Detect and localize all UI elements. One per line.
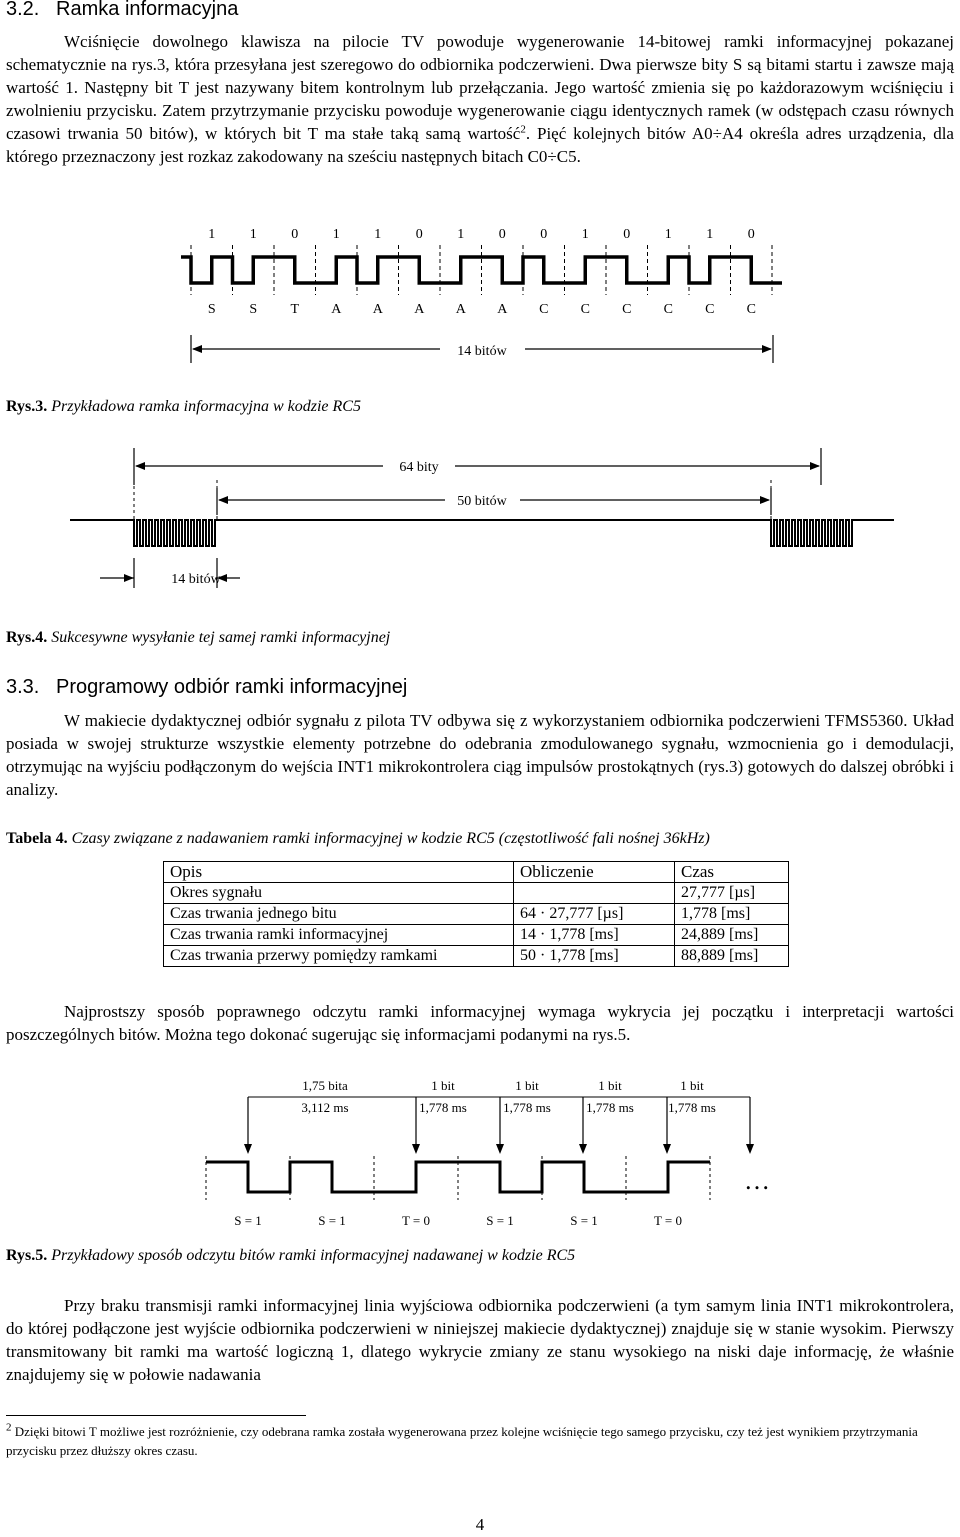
section-heading-3-2 (6, 0, 238, 21)
decoded-bit-value: S = 1 (570, 1213, 598, 1228)
timing-table (163, 861, 789, 967)
footnote-reference: 2 (520, 123, 526, 136)
paragraph-text-b: . Pięć kolejnych bitów A0÷A4 określa adres urządzenia, dla którego przeznaczony jest rozkaz zakodowany na sześciu następnych bitach C0÷C5. (6, 124, 954, 166)
bit-count-label: 1,75 bita (302, 1078, 348, 1093)
decoded-bit-value: S = 1 (234, 1213, 262, 1228)
continuation-ellipsis: … (744, 1166, 770, 1195)
decoded-bit-value: T = 0 (401, 1213, 431, 1228)
duration-label: 1,778 ms (586, 1100, 634, 1115)
section-number: 3.2. (6, 0, 40, 20)
table-cell: 88,889 [ms] (675, 946, 789, 967)
bit-value: 0 (291, 227, 299, 242)
duration-labels (244, 1078, 754, 1154)
bit-type-label: S (249, 302, 258, 317)
footnote-mark: 2 (6, 1421, 12, 1434)
paragraph-idle-state (6, 1294, 954, 1386)
caption-number: Rys.3. (6, 398, 48, 415)
section-heading-3-3 (6, 676, 407, 699)
bit-value: 0 (498, 227, 506, 242)
section-title: Programowy odbiór ramki informacyjnej (56, 676, 408, 698)
table-cell: 24,889 [ms] (675, 925, 789, 946)
table-row (164, 925, 789, 946)
paragraph-receiver (6, 709, 954, 801)
bit-count-label: 1 bit (598, 1078, 622, 1093)
bit-value: 1 (581, 227, 589, 242)
duration-label: 1,778 ms (419, 1100, 467, 1115)
paragraph-reading-method (6, 1000, 954, 1046)
bit-reading-diagram (0, 1068, 960, 1240)
paragraph-frame-description (6, 30, 954, 168)
dimension-50-bits (217, 488, 771, 515)
bit-count-label: 1 bit (431, 1078, 455, 1093)
span-label: 14 bitów (457, 344, 507, 359)
dimension-14-bits (100, 558, 240, 588)
bit-value: 0 (747, 227, 755, 242)
table-header-row (164, 862, 789, 883)
footnote (6, 1422, 954, 1460)
duration-label: 3,112 ms (301, 1100, 349, 1115)
bit-type-label: C (539, 302, 549, 317)
paragraph-text: W makiecie dydaktycznej odbiór sygnału z pilota TV odbywa się z wykorzystaniem odbiornika podczerwieni TFMS5360. Układ posiada w swojej strukturze wszystkie elementy potrzebne do odebrania zmodulowanego sygnału, wzmocnienia go i demodulacji, otrzymując na wyjściu podłączonym do wejścia INT1 mikrokontrolera ciąg impulsów prostokątnych (rys.3) gotowych do dalszej obróbki i analizy. (6, 711, 954, 799)
table-cell: 50 · 1,778 [ms] (514, 946, 675, 967)
bit-type-label: C (705, 302, 715, 317)
figure-3-caption (6, 398, 361, 416)
caption-number: Tabela 4. (6, 830, 68, 847)
bit-count-label: 1 bit (680, 1078, 704, 1093)
signal-trace (70, 520, 894, 546)
arrow-head (496, 1144, 504, 1154)
bit-values-row (208, 227, 755, 242)
manchester-waveform (181, 245, 782, 295)
figure-5-caption (6, 1247, 575, 1265)
caption-number: Rys.4. (6, 629, 48, 646)
decoded-bit-values (234, 1213, 682, 1228)
table-4-caption (6, 830, 710, 848)
table-row (164, 883, 789, 904)
caption-text: Przykładowa ramka informacyjna w kodzie RC5 (51, 398, 361, 415)
label-50-bits: 50 bitów (457, 494, 507, 509)
table-cell: 1,778 [ms] (675, 904, 789, 925)
dimension-64-bits (134, 448, 821, 485)
arrow-head (412, 1144, 420, 1154)
section-title: Ramka informacyjna (56, 0, 239, 20)
decoded-bit-value: S = 1 (486, 1213, 514, 1228)
bit-type-label: C (746, 302, 756, 317)
bit-type-label: A (414, 302, 425, 317)
section-number: 3.3. (6, 676, 40, 698)
table-cell (514, 883, 675, 904)
paragraph-text: Najprostszy sposób poprawnego odczytu ramki informacyjnej wymaga wykrycia jej początku i interpretacji wartości poszczególnych bitów. Można tego dokonać sugerując się informacjami podanymi na rys.5. (6, 1002, 954, 1044)
table-cell: 27,777 [µs] (675, 883, 789, 904)
bit-count-label: 1 bit (515, 1078, 539, 1093)
arrow-head (579, 1144, 587, 1154)
frame-span-dimension (191, 335, 773, 363)
bit-value: 1 (249, 227, 257, 242)
paragraph-text-a: Wciśnięcie dowolnego klawisza na pilocie TV powoduje wygenerowanie 14-bitowej ramki informacyjnej pokazanej schematycznie na rys.3, która przesyłana jest szeregowo do odbiornika podczerwieni. Dwa pierwsze bity S są bitami startu i zawsze mają wartość 1. Następny bit T jest nazywany bitem kontrolnym lub przełączania. Jego wartość zmienia się po każdorazowym wciśnięciu i zwolnieniu przycisku. Zatem przytrzymanie przycisku powoduje wygenerowanie ciągu identycznych ramek (w odstępach czasu równych czasowi trwania 50 bitów), w których bit T ma stałe taką samą wartość (6, 32, 954, 143)
bit-value: 0 (540, 227, 548, 242)
bit-type-label: A (331, 302, 342, 317)
bit-type-label: A (372, 302, 383, 317)
caption-text: Czasy związane z nadawaniem ramki informacyjnej w kodzie RC5 (częstotliwość fali nośnej 36kHz) (71, 830, 710, 847)
caption-text: Przykładowy sposób odczytu bitów ramki informacyjnej nadawanej w kodzie RC5 (51, 1247, 576, 1264)
decoded-bit-value: S = 1 (318, 1213, 346, 1228)
table-cell: Czas trwania jednego bitu (164, 904, 514, 925)
caption-number: Rys.5. (6, 1247, 48, 1264)
table-cell: Czas trwania przerwy pomiędzy ramkami (164, 946, 514, 967)
label-64-bits: 64 bity (399, 460, 439, 475)
table-cell: 64 · 27,777 [µs] (514, 904, 675, 925)
column-header: Czas (675, 862, 789, 883)
bit-type-label: T (290, 302, 300, 317)
column-header: Obliczenie (514, 862, 675, 883)
decoded-bit-value: T = 0 (653, 1213, 683, 1228)
footnote-text: Dzięki bitowi T możliwe jest rozróżnienie, czy odebrana ramka została wygenerowana przez kolejne wciśnięcie tego samego przycisku, czy też jest wynikiem przytrzymania przycisku przez dłuższy okres czasu. (6, 1424, 918, 1458)
sampling-waveform (206, 1156, 710, 1200)
column-header: Opis (164, 862, 514, 883)
duration-label: 1,778 ms (668, 1100, 716, 1115)
arrow-head (746, 1144, 754, 1154)
bit-value: 1 (664, 227, 672, 242)
bit-value: 0 (623, 227, 631, 242)
bit-value: 1 (332, 227, 340, 242)
paragraph-text: Przy braku transmisji ramki informacyjnej linia wyjściowa odbiornika podczerwieni (a tym samym linia INT1 mikrokontrolera, do której podłączone jest wyjście odbiornika podczerwieni w niniejszej makiecie dydaktycznej) znajduje się w stanie wysokim. Pierwszy transmitowany bit ramki ma wartość logiczną 1, dlatego wykrycie zmiany ze stanu wysokiego na niski daje informację, że właśnie znajdujemy się w połowie nadawania (6, 1296, 954, 1384)
bit-type-label: A (455, 302, 466, 317)
arrow-head (663, 1144, 671, 1154)
bit-value: 1 (457, 227, 465, 242)
bit-value: 1 (208, 227, 216, 242)
duration-label: 1,778 ms (503, 1100, 551, 1115)
table-cell: Okres sygnału (164, 883, 514, 904)
table-row (164, 946, 789, 967)
bit-type-label: S (207, 302, 216, 317)
bit-type-label: C (663, 302, 673, 317)
footnote-separator (6, 1415, 306, 1416)
bit-type-label: C (580, 302, 590, 317)
caption-text: Sukcesywne wysyłanie tej samej ramki informacyjnej (51, 629, 391, 646)
bit-value: 0 (415, 227, 423, 242)
page-number: 4 (475, 1515, 485, 1534)
bit-type-labels-row (208, 302, 756, 317)
label-14-bits: 14 bitów (171, 572, 221, 587)
table-cell: 14 · 1,778 [ms] (514, 925, 675, 946)
bit-type-label: C (622, 302, 632, 317)
bit-value: 1 (706, 227, 714, 242)
table-row (164, 904, 789, 925)
arrow-head (244, 1144, 252, 1154)
frame-repetition-diagram (0, 440, 960, 600)
table-cell: Czas trwania ramki informacyjnej (164, 925, 514, 946)
bit-type-label: A (497, 302, 508, 317)
bit-value: 1 (374, 227, 382, 242)
figure-4-caption (6, 629, 390, 647)
rc5-frame-diagram (0, 215, 960, 375)
